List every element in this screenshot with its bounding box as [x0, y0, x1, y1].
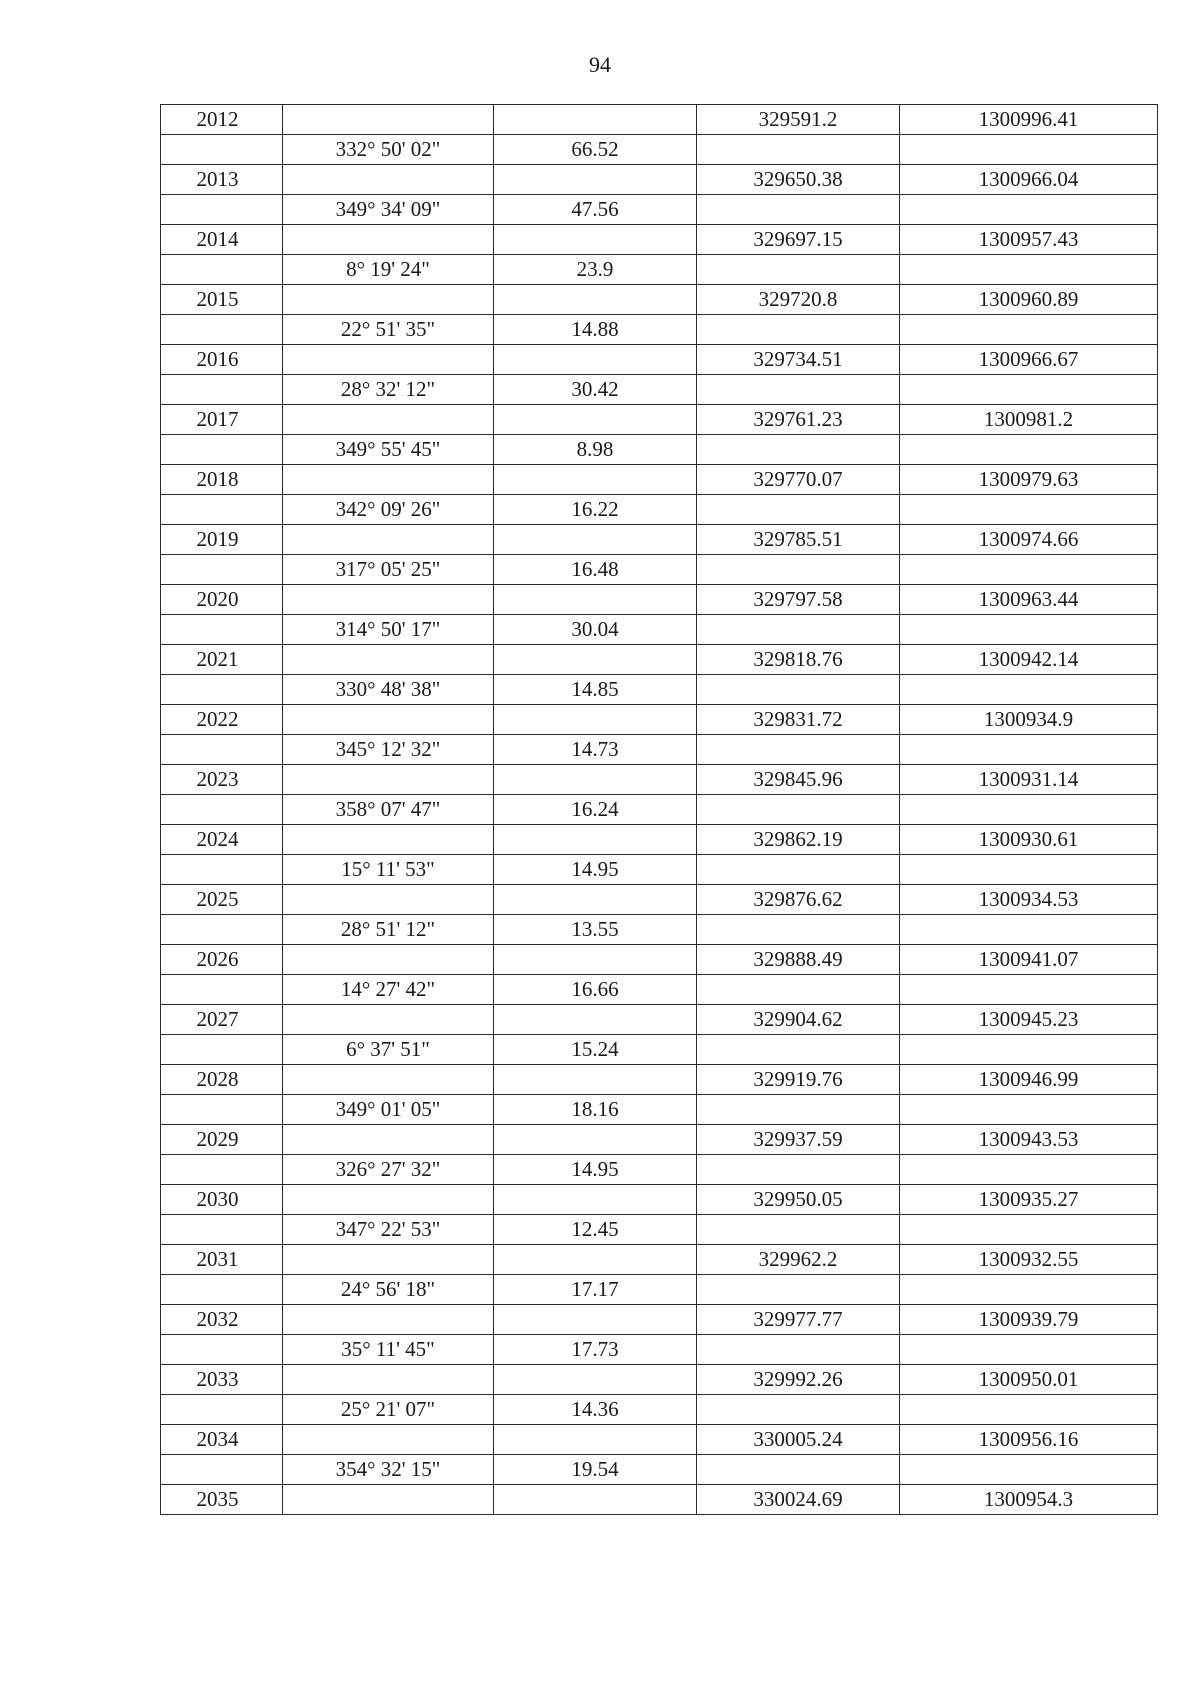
easting-cell: [900, 1455, 1158, 1485]
northing-cell: 329876.62: [697, 885, 900, 915]
northing-cell: 329992.26: [697, 1365, 900, 1395]
easting-cell: 1300960.89: [900, 285, 1158, 315]
bearing-cell: 15° 11' 53": [283, 855, 494, 885]
point-cell: [161, 795, 283, 825]
distance-cell: [494, 705, 697, 735]
distance-cell: [494, 1485, 697, 1515]
easting-cell: [900, 975, 1158, 1005]
table-row: [161, 1485, 1158, 1515]
northing-cell: [697, 375, 900, 405]
table-row: [161, 195, 1158, 225]
bearing-cell: 28° 51' 12": [283, 915, 494, 945]
table-row: [161, 885, 1158, 915]
bearing-cell: 330° 48' 38": [283, 675, 494, 705]
table-row: [161, 1155, 1158, 1185]
easting-cell: 1300966.67: [900, 345, 1158, 375]
northing-cell: [697, 1215, 900, 1245]
point-cell: [161, 1455, 283, 1485]
point-cell: [161, 675, 283, 705]
table-row: [161, 1275, 1158, 1305]
northing-cell: 329770.07: [697, 465, 900, 495]
northing-cell: 329950.05: [697, 1185, 900, 1215]
distance-cell: [494, 225, 697, 255]
point-cell: 2032: [161, 1305, 283, 1335]
distance-cell: [494, 525, 697, 555]
table-row: [161, 1245, 1158, 1275]
northing-cell: [697, 1335, 900, 1365]
easting-cell: 1300934.53: [900, 885, 1158, 915]
point-cell: [161, 435, 283, 465]
point-cell: 2031: [161, 1245, 283, 1275]
northing-cell: 329977.77: [697, 1305, 900, 1335]
distance-cell: 15.24: [494, 1035, 697, 1065]
point-cell: 2028: [161, 1065, 283, 1095]
distance-cell: 14.85: [494, 675, 697, 705]
easting-cell: 1300946.99: [900, 1065, 1158, 1095]
northing-cell: 329818.76: [697, 645, 900, 675]
distance-cell: [494, 1305, 697, 1335]
bearing-cell: [283, 525, 494, 555]
page-number: 94: [589, 52, 611, 77]
table-row: [161, 225, 1158, 255]
table-row: [161, 705, 1158, 735]
easting-cell: 1300966.04: [900, 165, 1158, 195]
table-row: [161, 1395, 1158, 1425]
point-cell: [161, 315, 283, 345]
easting-cell: 1300930.61: [900, 825, 1158, 855]
distance-cell: [494, 285, 697, 315]
northing-cell: [697, 135, 900, 165]
point-cell: 2027: [161, 1005, 283, 1035]
northing-cell: 329591.2: [697, 105, 900, 135]
bearing-cell: [283, 1005, 494, 1035]
easting-cell: [900, 195, 1158, 225]
northing-cell: [697, 975, 900, 1005]
point-cell: [161, 195, 283, 225]
northing-cell: [697, 1095, 900, 1125]
bearing-cell: 349° 55' 45": [283, 435, 494, 465]
northing-cell: [697, 1155, 900, 1185]
bearing-cell: 24° 56' 18": [283, 1275, 494, 1305]
easting-cell: 1300934.9: [900, 705, 1158, 735]
easting-cell: 1300950.01: [900, 1365, 1158, 1395]
bearing-cell: [283, 1125, 494, 1155]
northing-cell: 329797.58: [697, 585, 900, 615]
table-row: [161, 825, 1158, 855]
bearing-cell: 347° 22' 53": [283, 1215, 494, 1245]
northing-cell: [697, 1275, 900, 1305]
table-row: [161, 945, 1158, 975]
point-cell: 2030: [161, 1185, 283, 1215]
easting-cell: [900, 1215, 1158, 1245]
northing-cell: 329937.59: [697, 1125, 900, 1155]
table-row: [161, 1185, 1158, 1215]
table-row: [161, 345, 1158, 375]
northing-cell: 329862.19: [697, 825, 900, 855]
distance-cell: 8.98: [494, 435, 697, 465]
point-cell: [161, 615, 283, 645]
easting-cell: [900, 915, 1158, 945]
easting-cell: 1300942.14: [900, 645, 1158, 675]
northing-cell: 329888.49: [697, 945, 900, 975]
point-cell: 2033: [161, 1365, 283, 1395]
table-row: [161, 405, 1158, 435]
northing-cell: 329919.76: [697, 1065, 900, 1095]
table-row: [161, 675, 1158, 705]
easting-cell: 1300979.63: [900, 465, 1158, 495]
distance-cell: 17.73: [494, 1335, 697, 1365]
table-row: [161, 1005, 1158, 1035]
bearing-cell: [283, 285, 494, 315]
bearing-cell: [283, 345, 494, 375]
table-row: [161, 495, 1158, 525]
northing-cell: [697, 855, 900, 885]
distance-cell: 14.36: [494, 1395, 697, 1425]
point-cell: 2014: [161, 225, 283, 255]
distance-cell: 14.95: [494, 855, 697, 885]
bearing-cell: [283, 465, 494, 495]
table-row: [161, 1455, 1158, 1485]
distance-cell: [494, 105, 697, 135]
bearing-cell: 349° 34' 09": [283, 195, 494, 225]
easting-cell: [900, 375, 1158, 405]
distance-cell: [494, 585, 697, 615]
bearing-cell: 28° 32' 12": [283, 375, 494, 405]
table-row: [161, 975, 1158, 1005]
northing-cell: 329962.2: [697, 1245, 900, 1275]
easting-cell: [900, 855, 1158, 885]
point-cell: [161, 555, 283, 585]
northing-cell: 329831.72: [697, 705, 900, 735]
table-row: [161, 1095, 1158, 1125]
northing-cell: [697, 675, 900, 705]
bearing-cell: [283, 765, 494, 795]
bearing-cell: 35° 11' 45": [283, 1335, 494, 1365]
bearing-cell: [283, 705, 494, 735]
northing-cell: [697, 1035, 900, 1065]
easting-cell: 1300943.53: [900, 1125, 1158, 1155]
point-cell: [161, 135, 283, 165]
distance-cell: [494, 345, 697, 375]
distance-cell: 12.45: [494, 1215, 697, 1245]
point-cell: 2024: [161, 825, 283, 855]
table-row: [161, 1215, 1158, 1245]
table-row: [161, 735, 1158, 765]
point-cell: [161, 375, 283, 405]
bearing-cell: 25° 21' 07": [283, 1395, 494, 1425]
easting-cell: 1300935.27: [900, 1185, 1158, 1215]
point-cell: [161, 735, 283, 765]
bearing-cell: 349° 01' 05": [283, 1095, 494, 1125]
point-cell: 2020: [161, 585, 283, 615]
distance-cell: [494, 1425, 697, 1455]
distance-cell: [494, 1365, 697, 1395]
point-cell: 2016: [161, 345, 283, 375]
easting-cell: [900, 1335, 1158, 1365]
bearing-cell: 326° 27' 32": [283, 1155, 494, 1185]
table-row: [161, 525, 1158, 555]
point-cell: [161, 1095, 283, 1125]
distance-cell: 16.24: [494, 795, 697, 825]
table-row: [161, 105, 1158, 135]
bearing-cell: 14° 27' 42": [283, 975, 494, 1005]
point-cell: 2029: [161, 1125, 283, 1155]
table-row: [161, 1305, 1158, 1335]
bearing-cell: 358° 07' 47": [283, 795, 494, 825]
easting-cell: 1300974.66: [900, 525, 1158, 555]
point-cell: 2013: [161, 165, 283, 195]
point-cell: 2023: [161, 765, 283, 795]
northing-cell: 329734.51: [697, 345, 900, 375]
table-row: [161, 1335, 1158, 1365]
distance-cell: [494, 1185, 697, 1215]
point-cell: [161, 1035, 283, 1065]
northing-cell: [697, 195, 900, 225]
point-cell: 2017: [161, 405, 283, 435]
table-row: [161, 285, 1158, 315]
bearing-cell: 6° 37' 51": [283, 1035, 494, 1065]
northing-cell: 329904.62: [697, 1005, 900, 1035]
northing-cell: 329697.15: [697, 225, 900, 255]
distance-cell: 47.56: [494, 195, 697, 225]
bearing-cell: [283, 1185, 494, 1215]
easting-cell: [900, 795, 1158, 825]
table-row: [161, 585, 1158, 615]
easting-cell: 1300954.3: [900, 1485, 1158, 1515]
easting-cell: 1300981.2: [900, 405, 1158, 435]
point-cell: 2015: [161, 285, 283, 315]
table-row: [161, 1425, 1158, 1455]
table-row: [161, 1065, 1158, 1095]
distance-cell: 23.9: [494, 255, 697, 285]
easting-cell: [900, 615, 1158, 645]
easting-cell: [900, 435, 1158, 465]
easting-cell: 1300996.41: [900, 105, 1158, 135]
table-row: [161, 435, 1158, 465]
northing-cell: 329785.51: [697, 525, 900, 555]
point-cell: 2035: [161, 1485, 283, 1515]
point-cell: 2026: [161, 945, 283, 975]
bearing-cell: [283, 1305, 494, 1335]
point-cell: 2021: [161, 645, 283, 675]
northing-cell: [697, 315, 900, 345]
table-row: [161, 1365, 1158, 1395]
bearing-cell: [283, 405, 494, 435]
northing-cell: [697, 1395, 900, 1425]
easting-cell: [900, 315, 1158, 345]
northing-cell: 330024.69: [697, 1485, 900, 1515]
point-cell: 2022: [161, 705, 283, 735]
distance-cell: 16.66: [494, 975, 697, 1005]
bearing-cell: [283, 225, 494, 255]
table-row: [161, 915, 1158, 945]
bearing-cell: [283, 1245, 494, 1275]
bearing-cell: 332° 50' 02": [283, 135, 494, 165]
distance-cell: 16.22: [494, 495, 697, 525]
northing-cell: [697, 495, 900, 525]
northing-cell: 330005.24: [697, 1425, 900, 1455]
easting-cell: 1300945.23: [900, 1005, 1158, 1035]
distance-cell: 30.04: [494, 615, 697, 645]
northing-cell: [697, 255, 900, 285]
point-cell: 2034: [161, 1425, 283, 1455]
easting-cell: [900, 1095, 1158, 1125]
table-row: [161, 465, 1158, 495]
distance-cell: [494, 1125, 697, 1155]
easting-cell: [900, 255, 1158, 285]
bearing-cell: [283, 825, 494, 855]
distance-cell: 14.88: [494, 315, 697, 345]
distance-cell: [494, 885, 697, 915]
bearing-cell: [283, 1425, 494, 1455]
point-cell: 2019: [161, 525, 283, 555]
easting-cell: [900, 735, 1158, 765]
distance-cell: [494, 1245, 697, 1275]
bearing-cell: [283, 945, 494, 975]
survey-coordinate-table: [160, 104, 1158, 1515]
table-row: [161, 1035, 1158, 1065]
table-row: [161, 1125, 1158, 1155]
point-cell: [161, 855, 283, 885]
table-body: [161, 105, 1158, 1515]
northing-cell: [697, 735, 900, 765]
distance-cell: 14.95: [494, 1155, 697, 1185]
distance-cell: [494, 765, 697, 795]
distance-cell: 18.16: [494, 1095, 697, 1125]
bearing-cell: 345° 12' 32": [283, 735, 494, 765]
easting-cell: 1300931.14: [900, 765, 1158, 795]
bearing-cell: [283, 1485, 494, 1515]
distance-cell: 30.42: [494, 375, 697, 405]
distance-cell: 66.52: [494, 135, 697, 165]
distance-cell: [494, 1005, 697, 1035]
bearing-cell: [283, 645, 494, 675]
easting-cell: [900, 495, 1158, 525]
bearing-cell: 8° 19' 24": [283, 255, 494, 285]
point-cell: [161, 1275, 283, 1305]
easting-cell: 1300932.55: [900, 1245, 1158, 1275]
point-cell: [161, 1335, 283, 1365]
easting-cell: [900, 555, 1158, 585]
northing-cell: 329845.96: [697, 765, 900, 795]
table-row: [161, 765, 1158, 795]
table-row: [161, 135, 1158, 165]
bearing-cell: [283, 165, 494, 195]
table-row: [161, 255, 1158, 285]
easting-cell: [900, 1155, 1158, 1185]
distance-cell: 17.17: [494, 1275, 697, 1305]
point-cell: [161, 1155, 283, 1185]
table-row: [161, 165, 1158, 195]
northing-cell: 329761.23: [697, 405, 900, 435]
distance-cell: 13.55: [494, 915, 697, 945]
distance-cell: [494, 465, 697, 495]
distance-cell: [494, 945, 697, 975]
northing-cell: [697, 435, 900, 465]
table-row: [161, 555, 1158, 585]
northing-cell: 329650.38: [697, 165, 900, 195]
point-cell: 2025: [161, 885, 283, 915]
easting-cell: [900, 1275, 1158, 1305]
distance-cell: 19.54: [494, 1455, 697, 1485]
northing-cell: [697, 915, 900, 945]
distance-cell: [494, 405, 697, 435]
point-cell: [161, 1395, 283, 1425]
point-cell: 2018: [161, 465, 283, 495]
bearing-cell: 314° 50' 17": [283, 615, 494, 645]
northing-cell: 329720.8: [697, 285, 900, 315]
point-cell: [161, 975, 283, 1005]
bearing-cell: [283, 585, 494, 615]
point-cell: 2012: [161, 105, 283, 135]
bearing-cell: 22° 51' 35": [283, 315, 494, 345]
table-row: [161, 645, 1158, 675]
easting-cell: 1300963.44: [900, 585, 1158, 615]
point-cell: [161, 495, 283, 525]
easting-cell: 1300939.79: [900, 1305, 1158, 1335]
bearing-cell: 317° 05' 25": [283, 555, 494, 585]
bearing-cell: 354° 32' 15": [283, 1455, 494, 1485]
point-cell: [161, 1215, 283, 1245]
distance-cell: 14.73: [494, 735, 697, 765]
easting-cell: [900, 135, 1158, 165]
distance-cell: [494, 165, 697, 195]
bearing-cell: 342° 09' 26": [283, 495, 494, 525]
point-cell: [161, 915, 283, 945]
table-row: [161, 615, 1158, 645]
easting-cell: 1300941.07: [900, 945, 1158, 975]
table-row: [161, 375, 1158, 405]
table-row: [161, 855, 1158, 885]
distance-cell: 16.48: [494, 555, 697, 585]
northing-cell: [697, 1455, 900, 1485]
distance-cell: [494, 1065, 697, 1095]
distance-cell: [494, 825, 697, 855]
easting-cell: [900, 1035, 1158, 1065]
bearing-cell: [283, 1365, 494, 1395]
northing-cell: [697, 555, 900, 585]
easting-cell: [900, 675, 1158, 705]
table-row: [161, 315, 1158, 345]
easting-cell: [900, 1395, 1158, 1425]
northing-cell: [697, 795, 900, 825]
bearing-cell: [283, 885, 494, 915]
distance-cell: [494, 645, 697, 675]
northing-cell: [697, 615, 900, 645]
easting-cell: 1300956.16: [900, 1425, 1158, 1455]
table-row: [161, 795, 1158, 825]
bearing-cell: [283, 1065, 494, 1095]
easting-cell: 1300957.43: [900, 225, 1158, 255]
bearing-cell: [283, 105, 494, 135]
point-cell: [161, 255, 283, 285]
